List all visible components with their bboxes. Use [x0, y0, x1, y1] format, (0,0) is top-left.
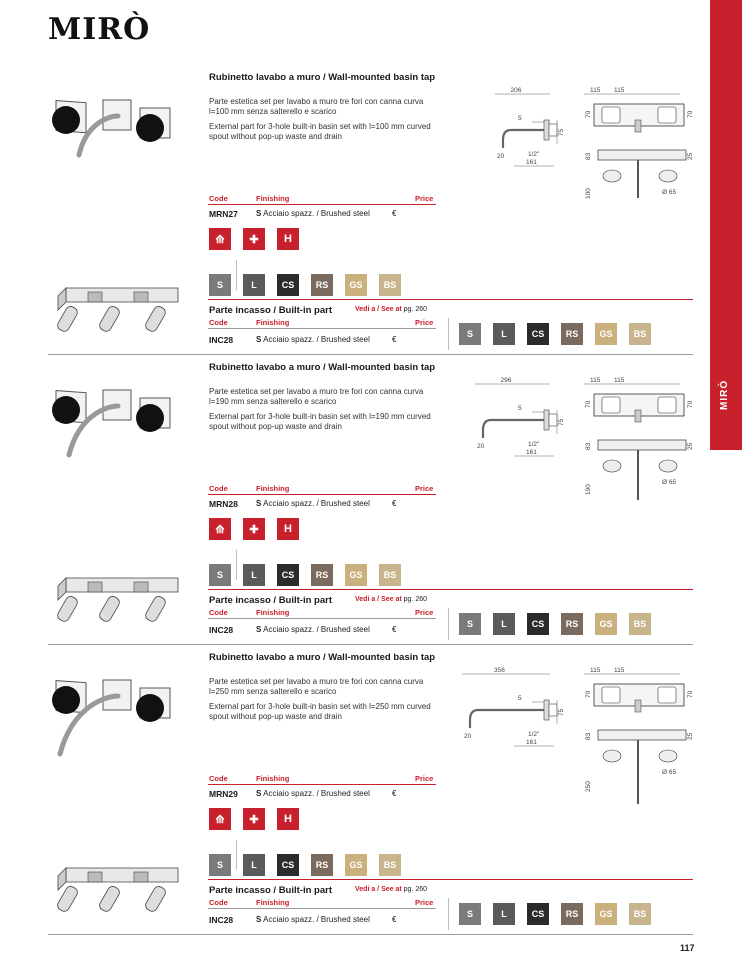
dim-a: 115	[590, 377, 601, 384]
builtin-swatch-bs[interactable]: BS	[629, 323, 651, 345]
description-it: Parte estetica set per lavabo a muro tre fori con canna curva l=100 mm senza salterello e scarico	[209, 97, 424, 116]
builtin-swatch-s[interactable]: S	[459, 613, 481, 635]
builtin-finish-swatches	[459, 613, 651, 635]
price-label: Price	[415, 774, 434, 783]
price-label: Price	[415, 484, 434, 493]
swatch-gs[interactable]: GS	[345, 854, 367, 876]
cold-water-icon: ⟰	[209, 808, 231, 830]
dim-length: 161	[526, 159, 537, 166]
builtin-finishing-label: Finishing	[256, 898, 290, 907]
finishing-label: Finishing	[256, 194, 290, 203]
description-it: Parte estetica set per lavabo a muro tre fori con canna curva l=250 mm senza salterello e scarico	[209, 677, 424, 696]
separator	[448, 898, 449, 930]
dim-c2: 70	[687, 400, 694, 408]
builtin-swatch-gs[interactable]: GS	[595, 613, 617, 635]
finish-swatches	[209, 854, 401, 876]
dim-b: 115	[614, 377, 625, 384]
builtin-title: Parte incasso / Built-in part	[209, 885, 332, 896]
builtin-illustration	[48, 570, 188, 642]
builtin-finishing-label: Finishing	[256, 318, 290, 327]
dim-thread: 1/2"	[528, 441, 540, 448]
product-section	[0, 362, 710, 652]
product-code: MRN28	[209, 499, 238, 509]
price-label: Price	[415, 194, 434, 203]
dim-width: 206	[510, 87, 522, 94]
builtin-finish-code: S	[256, 625, 262, 634]
technical-drawing	[462, 84, 707, 234]
price-value: €	[392, 499, 397, 508]
dim-width: 356	[494, 667, 505, 674]
description-it: Parte estetica set per lavabo a muro tre fori con canna curva l=190 mm senza salterello e scarico	[209, 387, 424, 406]
finish-swatches	[209, 564, 401, 586]
finish-code: S	[256, 789, 262, 798]
builtin-finish-swatches	[459, 903, 651, 925]
technical-drawing	[462, 664, 707, 814]
dim-b: 115	[614, 87, 625, 94]
dim-height: 75	[558, 128, 565, 136]
feature-icons	[209, 808, 299, 830]
dim-c1: 70	[585, 690, 592, 698]
finish-swatches	[209, 274, 401, 296]
cold-water-icon: ⟰	[209, 228, 231, 250]
builtin-finish-name: Acciaio spazz. / Brushed steel	[263, 335, 370, 344]
code-label: Code	[209, 484, 228, 493]
builtin-header-divider	[208, 328, 436, 329]
builtin-illustration	[48, 280, 188, 352]
builtin-price: €	[392, 915, 397, 924]
swiss-cross-icon: ✚	[243, 228, 265, 250]
swatch-l[interactable]: L	[243, 854, 265, 876]
builtin-price: €	[392, 625, 397, 634]
dim-diameter: Ø 65	[662, 189, 677, 196]
builtin-ref[interactable]	[355, 886, 427, 893]
price-value: €	[392, 789, 397, 798]
swatch-cs[interactable]: CS	[277, 274, 299, 296]
builtin-price-label: Price	[415, 608, 434, 617]
finish	[256, 209, 370, 218]
swatch-bs[interactable]: BS	[379, 854, 401, 876]
dim-c2: 70	[687, 110, 694, 118]
builtin-swatch-s[interactable]: S	[459, 903, 481, 925]
dim-diameter: Ø 65	[662, 769, 677, 776]
dim-spout: 5	[518, 405, 522, 412]
description-en: External part for 3-hole built-in basin set with l=100 mm curved spout without pop-up waste and drain	[209, 122, 431, 141]
dim-spout: 5	[518, 695, 522, 702]
dim-thread: 1/2"	[528, 731, 540, 738]
builtin-swatch-gs[interactable]: GS	[595, 323, 617, 345]
product-title: Rubinetto lavabo a muro / Wall-mounted basin tap	[209, 652, 436, 663]
dim-d2: 25	[687, 152, 694, 160]
side-tab-label: MIRÒ	[719, 379, 730, 410]
dim-length: 161	[526, 739, 537, 746]
code-label: Code	[209, 774, 228, 783]
separator	[448, 318, 449, 350]
swiss-cross-icon: ✚	[243, 808, 265, 830]
finish-code: S	[256, 209, 262, 218]
builtin-finish	[256, 335, 370, 344]
builtin-finishing-label: Finishing	[256, 608, 290, 617]
swatch-gs[interactable]: GS	[345, 564, 367, 586]
builtin-swatch-rs[interactable]: RS	[561, 613, 583, 635]
builtin-ref[interactable]	[355, 306, 427, 313]
dim-thread: 1/2"	[528, 151, 540, 158]
price-value: €	[392, 209, 397, 218]
builtin-finish-code: S	[256, 335, 262, 344]
feature-icons	[209, 228, 299, 250]
swatch-bs[interactable]: BS	[379, 564, 401, 586]
builtin-price-label: Price	[415, 898, 434, 907]
code-label: Code	[209, 194, 228, 203]
dim-depth: 250	[585, 781, 592, 792]
builtin-swatch-s[interactable]: S	[459, 323, 481, 345]
builtin-divider	[208, 589, 693, 590]
finish	[256, 499, 370, 508]
swatch-bs[interactable]: BS	[379, 274, 401, 296]
dim-drop: 20	[464, 733, 472, 740]
builtin-swatch-bs[interactable]: BS	[629, 903, 651, 925]
product-code: MRN29	[209, 789, 238, 799]
ref-label: Vedi a / See at	[355, 306, 402, 313]
finish-name: Acciaio spazz. / Brushed steel	[263, 209, 370, 218]
hot-cold-icon: H	[277, 518, 299, 540]
swiss-cross-icon: ✚	[243, 518, 265, 540]
builtin-finish-swatches	[459, 323, 651, 345]
ref-page: pg. 260	[403, 596, 428, 603]
dim-depth: 190	[585, 484, 592, 495]
builtin-swatch-cs[interactable]: CS	[527, 323, 549, 345]
section-divider	[48, 644, 693, 645]
header-divider	[208, 204, 436, 205]
finish	[256, 789, 370, 798]
builtin-code-label: Code	[209, 898, 228, 907]
builtin-header-divider	[208, 908, 436, 909]
dim-d2: 25	[687, 732, 694, 740]
header-divider	[208, 784, 436, 785]
technical-drawing	[462, 374, 707, 524]
brand-logo: MIRÒ	[48, 12, 151, 47]
builtin-price-label: Price	[415, 318, 434, 327]
dim-d2: 25	[687, 442, 694, 450]
dim-d1: 83	[585, 152, 592, 160]
builtin-swatch-bs[interactable]: BS	[629, 613, 651, 635]
description-en: External part for 3-hole built-in basin set with l=190 mm curved spout without pop-up waste and drain	[209, 412, 431, 431]
product-code: MRN27	[209, 209, 238, 219]
dim-depth: 100	[585, 188, 592, 199]
finish-name: Acciaio spazz. / Brushed steel	[263, 789, 370, 798]
swatch-s[interactable]: S	[209, 274, 231, 296]
ref-page: pg. 260	[403, 306, 428, 313]
dim-a: 115	[590, 87, 601, 94]
builtin-swatch-l[interactable]: L	[493, 903, 515, 925]
ref-label: Vedi a / See at	[355, 886, 402, 893]
swatch-rs[interactable]: RS	[311, 854, 333, 876]
dim-height: 75	[558, 708, 565, 716]
dim-drop: 20	[477, 443, 485, 450]
builtin-finish	[256, 625, 370, 634]
builtin-code: INC28	[209, 625, 234, 635]
product-section	[0, 652, 710, 942]
dim-d1: 83	[585, 732, 592, 740]
builtin-code: INC28	[209, 915, 234, 925]
finish-code: S	[256, 499, 262, 508]
builtin-code: INC28	[209, 335, 234, 345]
dim-d1: 83	[585, 442, 592, 450]
swatch-l[interactable]: L	[243, 564, 265, 586]
header-divider	[208, 494, 436, 495]
dim-spout: 5	[518, 115, 522, 122]
builtin-divider	[208, 879, 693, 880]
builtin-swatch-cs[interactable]: CS	[527, 613, 549, 635]
tap-illustration	[48, 94, 188, 184]
swatch-cs[interactable]: CS	[277, 564, 299, 586]
ref-label: Vedi a / See at	[355, 596, 402, 603]
swatch-l[interactable]: L	[243, 274, 265, 296]
cold-water-icon: ⟰	[209, 518, 231, 540]
description-en: External part for 3-hole built-in basin set with l=250 mm curved spout without pop-up waste and drain	[209, 702, 431, 721]
feature-icons	[209, 518, 299, 540]
builtin-title: Parte incasso / Built-in part	[209, 595, 332, 606]
builtin-code-label: Code	[209, 318, 228, 327]
builtin-header-divider	[208, 618, 436, 619]
builtin-title: Parte incasso / Built-in part	[209, 305, 332, 316]
dim-height: 75	[558, 418, 565, 426]
builtin-finish-code: S	[256, 915, 262, 924]
builtin-code-label: Code	[209, 608, 228, 617]
tap-illustration	[48, 674, 188, 764]
builtin-swatch-rs[interactable]: RS	[561, 323, 583, 345]
finishing-label: Finishing	[256, 774, 290, 783]
finishing-label: Finishing	[256, 484, 290, 493]
builtin-ref[interactable]	[355, 596, 427, 603]
dim-b: 115	[614, 667, 625, 674]
product-title: Rubinetto lavabo a muro / Wall-mounted basin tap	[209, 72, 436, 83]
dim-diameter: Ø 65	[662, 479, 677, 486]
dim-width: 296	[500, 377, 512, 384]
swatch-cs[interactable]: CS	[277, 854, 299, 876]
product-title: Rubinetto lavabo a muro / Wall-mounted basin tap	[209, 362, 436, 373]
builtin-finish-name: Acciaio spazz. / Brushed steel	[263, 915, 370, 924]
swatch-rs[interactable]: RS	[311, 564, 333, 586]
dim-c1: 70	[585, 400, 592, 408]
dim-drop: 20	[497, 153, 505, 160]
product-section	[0, 72, 710, 362]
builtin-swatch-rs[interactable]: RS	[561, 903, 583, 925]
ref-page: pg. 260	[403, 886, 428, 893]
dim-c1: 70	[585, 110, 592, 118]
builtin-illustration	[48, 860, 188, 932]
builtin-swatch-l[interactable]: L	[493, 613, 515, 635]
dim-a: 115	[590, 667, 601, 674]
swatch-rs[interactable]: RS	[311, 274, 333, 296]
tap-illustration	[48, 384, 188, 474]
page-number: 117	[680, 943, 695, 953]
swatch-gs[interactable]: GS	[345, 274, 367, 296]
section-divider	[48, 934, 693, 935]
builtin-swatch-l[interactable]: L	[493, 323, 515, 345]
builtin-finish-name: Acciaio spazz. / Brushed steel	[263, 625, 370, 634]
separator	[448, 608, 449, 640]
hot-cold-icon: H	[277, 808, 299, 830]
hot-cold-icon: H	[277, 228, 299, 250]
builtin-finish	[256, 915, 370, 924]
swatch-s[interactable]: S	[209, 854, 231, 876]
swatch-s[interactable]: S	[209, 564, 231, 586]
dim-length: 161	[526, 449, 537, 456]
side-tab[interactable]	[710, 0, 742, 450]
builtin-divider	[208, 299, 693, 300]
finish-name: Acciaio spazz. / Brushed steel	[263, 499, 370, 508]
section-divider	[48, 354, 693, 355]
dim-c2: 70	[687, 690, 694, 698]
builtin-swatch-gs[interactable]: GS	[595, 903, 617, 925]
builtin-price: €	[392, 335, 397, 344]
builtin-swatch-cs[interactable]: CS	[527, 903, 549, 925]
